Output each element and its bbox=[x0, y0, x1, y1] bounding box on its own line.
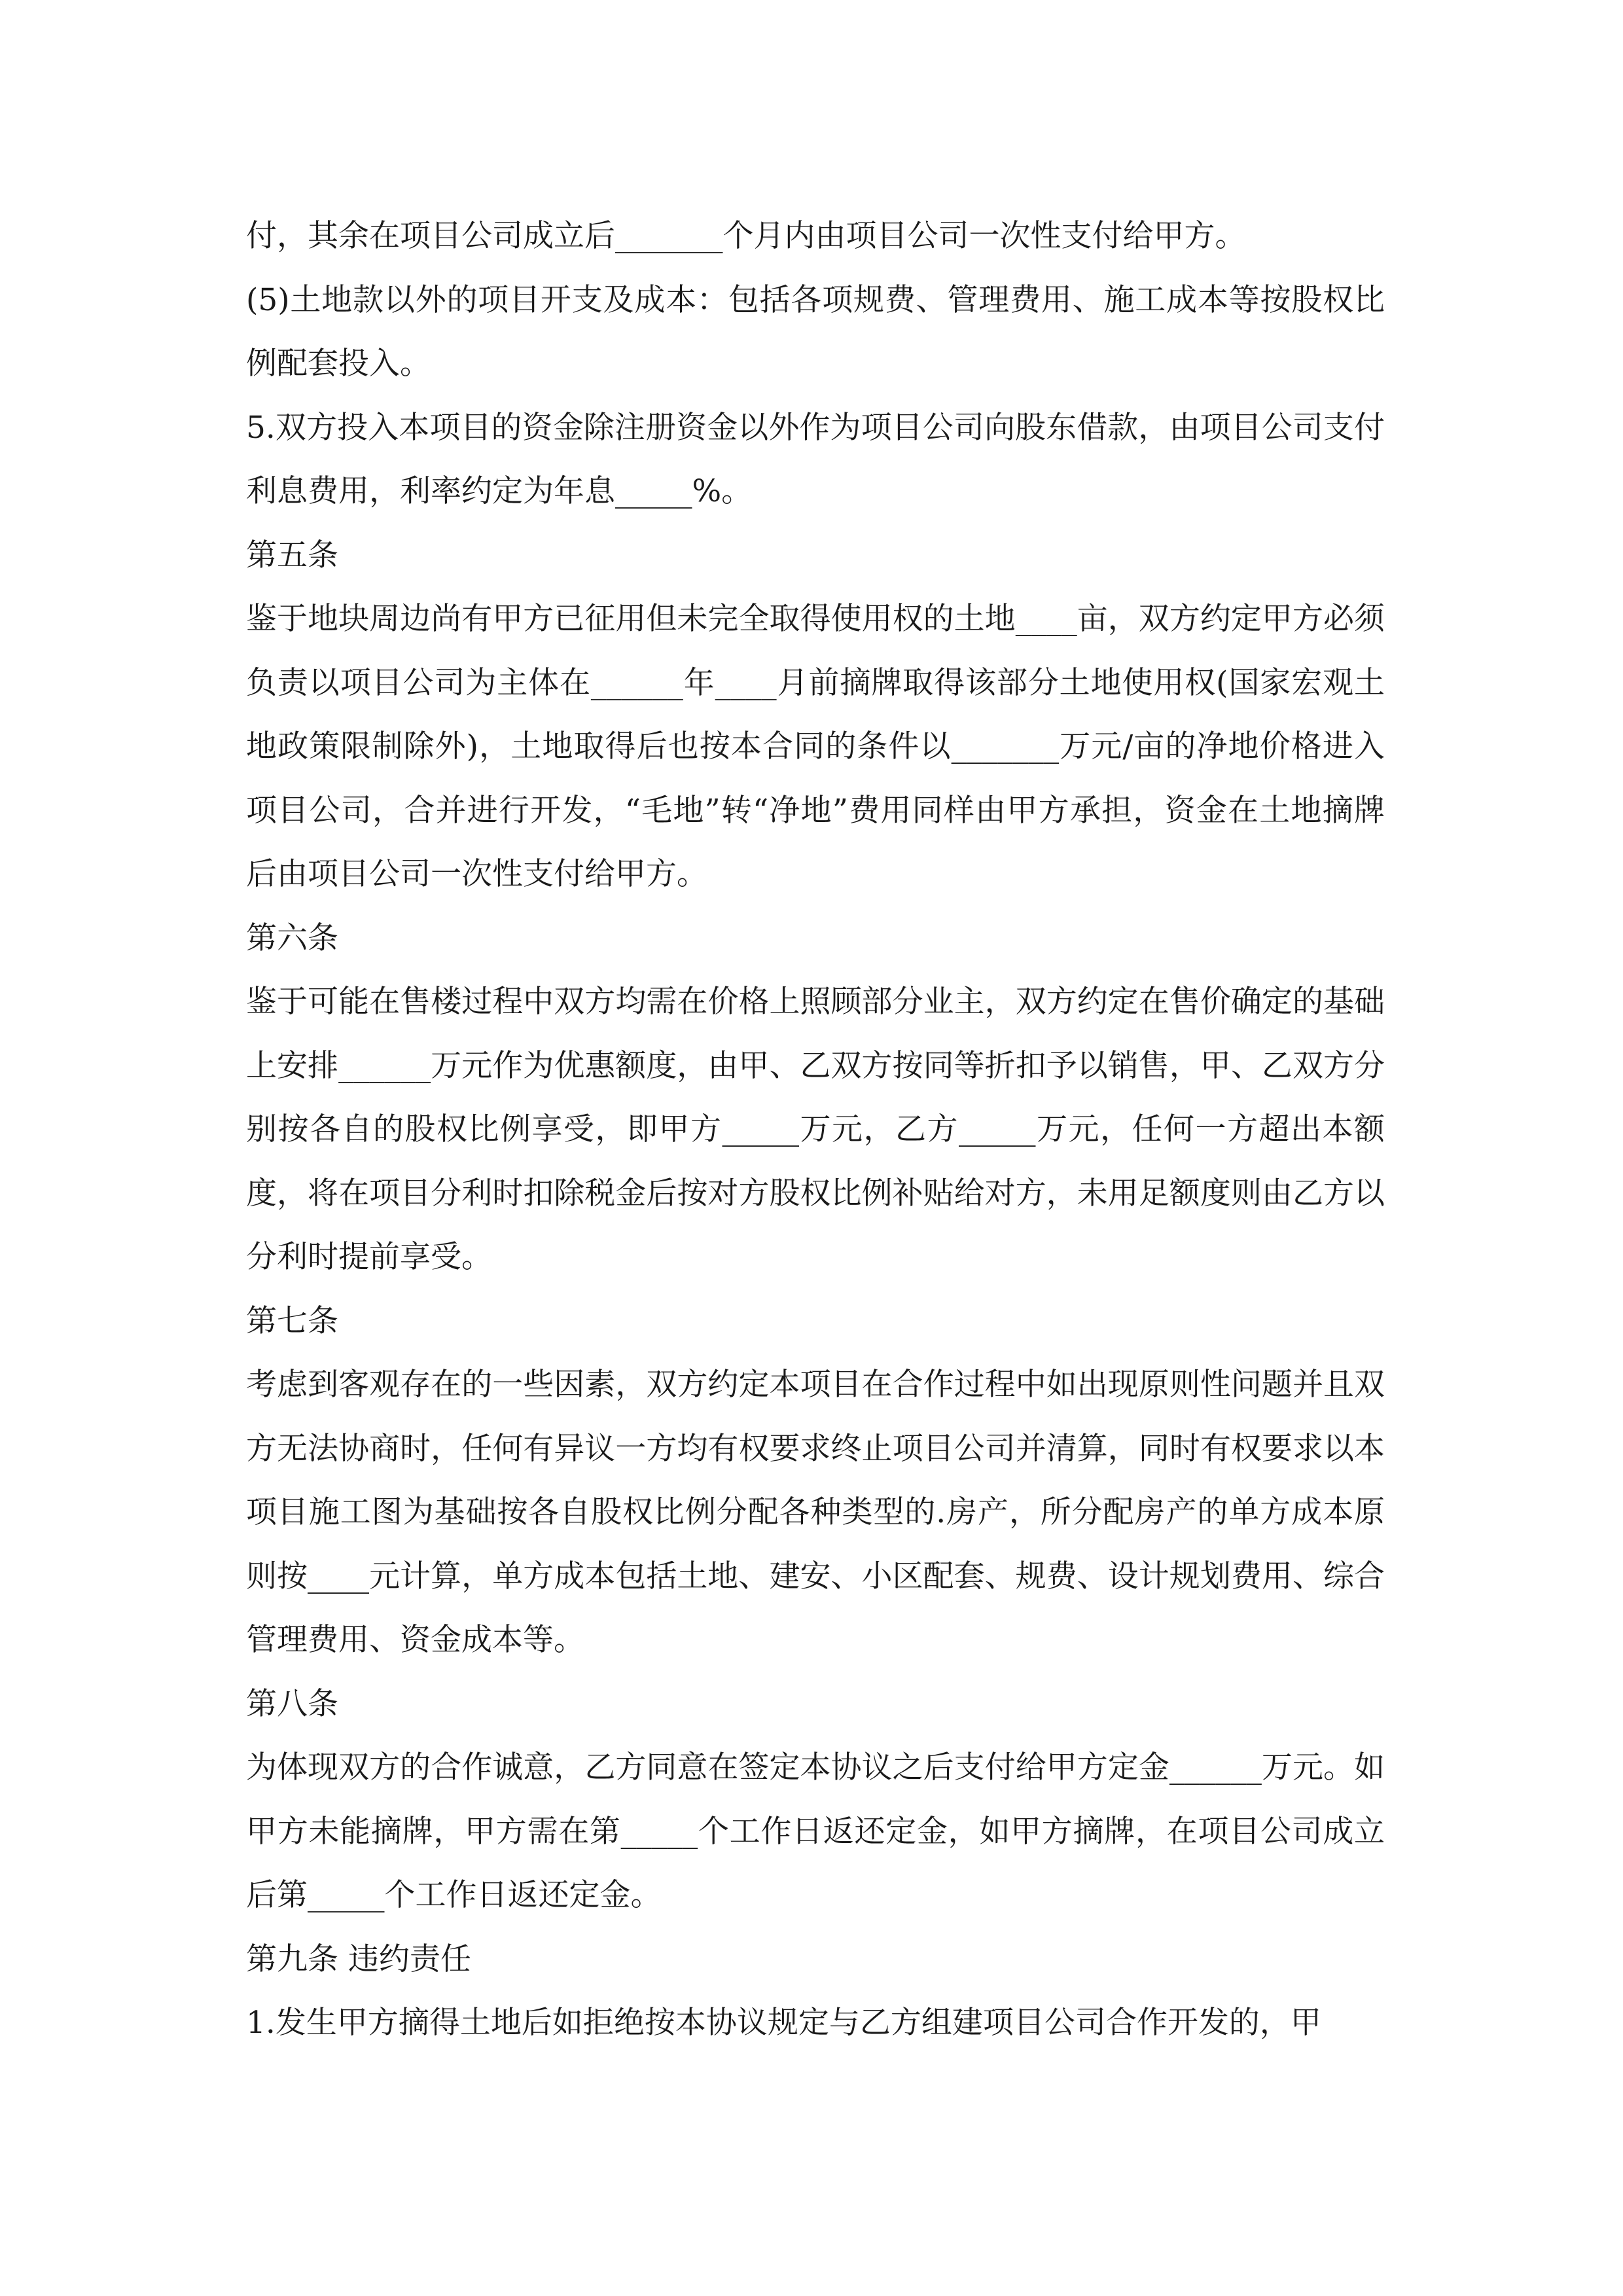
paragraph-other-costs: (5)土地款以外的项目开支及成本：包括各项规费、管理费用、施工成本等按股权比例配套投入。 bbox=[246, 281, 1385, 382]
paragraph-shareholder-loan: 5.双方投入本项目的资金除注册资金以外作为项目公司向股东借款，由项目公司支付利息费用，利率约定为年息_____%。 bbox=[246, 409, 1385, 509]
document-body bbox=[246, 204, 1385, 2055]
paragraph-article-6-body: 鉴于可能在售楼过程中双方均需在价格上照顾部分业主，双方约定在售价确定的基础上安排______万元作为优惠额度，由甲、乙双方按同等折扣予以销售，甲、乙双方分别按各自的股权比例享受，即甲方_____万元，乙方_____万元，任何一方超出本额度，将在项目分利时扣除税金后按对方股权比例补贴给对方，未用足额度则由乙方以分利时提前享受。 bbox=[246, 984, 1385, 1275]
heading-article-6: 第六条 bbox=[246, 920, 338, 956]
paragraph-article-9-item-1: 1.发生甲方摘得土地后如拒绝按本协议规定与乙方组建项目公司合作开发的，甲 bbox=[246, 2005, 1321, 2041]
paragraph-article-5-body: 鉴于地块周边尚有甲方已征用但未完全取得使用权的土地____亩，双方约定甲方必须负责以项目公司为主体在______年____月前摘牌取得该部分土地使用权(国家宏观土地政策限制除外)，土地取得后也按本合同的条件以_______万元/亩的净地价格进入项目公司，合并进行开发，“毛地”转“净地”费用同样由甲方承担，资金在土地摘牌后由项目公司一次性支付给甲方。 bbox=[246, 601, 1385, 892]
paragraph-payment-remainder: 付，其余在项目公司成立后_______个月内由项目公司一次性支付给甲方。 bbox=[246, 218, 1246, 254]
heading-article-9: 第九条 违约责任 bbox=[246, 1941, 471, 1977]
heading-article-5: 第五条 bbox=[246, 537, 338, 573]
heading-article-7: 第七条 bbox=[246, 1302, 338, 1339]
paragraph-article-8-body: 为体现双方的合作诚意，乙方同意在签定本协议之后支付给甲方定金______万元。如甲方未能摘牌，甲方需在第_____个工作日返还定金，如甲方摘牌，在项目公司成立后第_____个工作日返还定金。 bbox=[246, 1749, 1385, 1913]
paragraph-article-7-body: 考虑到客观存在的一些因素，双方约定本项目在合作过程中如出现原则性问题并且双方无法协商时，任何有异议一方均有权要求终止项目公司并清算，同时有权要求以本项目施工图为基础按各自股权比例分配各种类型的.房产，所分配房产的单方成本原则按____元计算，单方成本包括土地、建安、小区配套、规费、设计规划费用、综合管理费用、资金成本等。 bbox=[246, 1367, 1385, 1658]
heading-article-8: 第八条 bbox=[246, 1685, 338, 1722]
